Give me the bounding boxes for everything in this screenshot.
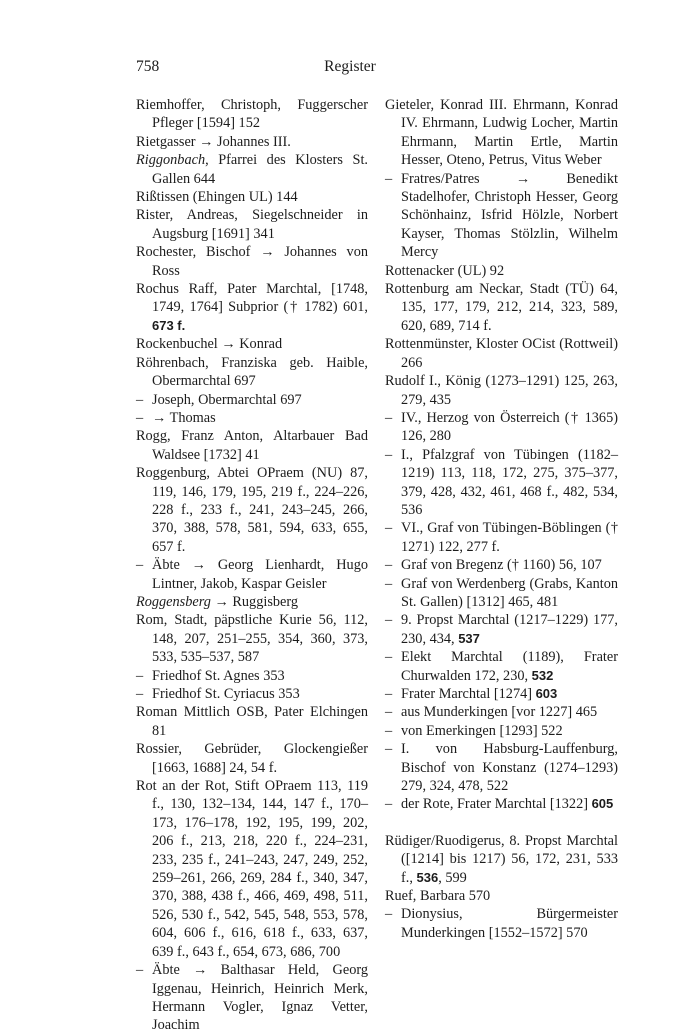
index-subentry: – Fratres/Patres → Benedikt Stadelhofer, Christoph Hesser, Georg Schönhainz, Isfrid Hölzle, Norbert Kayser, Thomas Stölzlin, Wilhelm Mercy [385,170,618,261]
index-subentry: – aus Munderkingen [vor 1227] 465 [385,704,598,721]
index-entry: Rot an der Rot, Stift OPraem 113, 119 f., 130, 132–134, 144, 147 f., 170–173, 176–178, 192, 195, 199, 202, 206 f., 213, 218, 220 f., 224–231, 233, 235 f., 241–243, 247, 249, 252, 259–261, 266, 269, 284 f., 340, 347, 370, 388, 438 f., 466, 469, 498, 511, 526, 530 f., 542, 545, 548, 553, 578, 604, 606 f., 616, 618 f., 633, 637, 639 f., 643 f., 654, 673, 686, 700 [136,778,368,960]
index-subentry: – der Rote, Frater Marchtal [1322] 605 [385,796,614,813]
index-subentry: – VI., Graf von Tübingen-Böblingen († 1271) 122, 277 f. [385,520,618,555]
index-entry: Roman Mittlich OSB, Pater Elchingen 81 [136,704,368,739]
index-entry: Roggensberg → Ruggisberg [136,593,299,610]
index-subentry: – 9. Propst Marchtal (1217–1229) 177, 230, 434, 537 [385,612,618,647]
index-entry: Rossier, Gebrüder, Glockengießer [1663, 1688] 24, 54 f. [136,741,368,776]
index-entry: Röhrenbach, Franziska geb. Haible, Obermarchtal 697 [136,354,368,390]
index-entry: Rogg, Franz Anton, Altarbauer Bad Waldsee [1732] 41 [136,428,368,463]
index-continuation: Gieteler, Konrad III. Ehrmann, Konrad IV. Ehrmann, Ludwig Locher, Martin Ehrmann, Martin Ertle, Martin Hesser, Oteno, Petrus, Vitus Weber [385,97,618,169]
index-subentry: – → Thomas [136,409,216,426]
index-entry: Rietgasser → Johannes III. [136,133,291,150]
index-entry: Rockenbuchel → Konrad [136,336,283,353]
left-column [136,96,368,1035]
index-entry: Riggonbach, Pfarrei des Klosters St. Gallen 644 [136,152,368,187]
page-number: 758 [136,58,160,75]
index-entry: Roggenburg, Abtei OPraem (NU) 87, 119, 146, 179, 195, 219 f., 224–226, 228 f., 233 f., 241, 243–245, 266, 370, 388, 578, 581, 594, 633, 655, 657 f. [136,465,368,555]
index-entry: Rißtissen (Ehingen UL) 144 [136,189,298,206]
index-subentry: – Äbte → Balthasar Held, Georg Iggenau, Heinrich, Heinrich Merk, Hermann Vogler, Ignaz Vetter, Joachim [136,962,368,1034]
index-subentry: – von Emerkingen [1293] 522 [385,722,563,739]
index-entry: Rister, Andreas, Siegelschneider in Augsburg [1691] 341 [136,207,368,242]
index-entry: Rudolf I., König (1273–1291) 125, 263, 279, 435 [385,373,618,408]
index-subentry: – Äbte → Georg Lienhardt, Hugo Lintner, Jakob, Kaspar Geisler [136,557,368,592]
index-entry: Rottenacker (UL) 92 [385,262,505,279]
index-subentry: – I., Pfalzgraf von Tübingen (1182–1219) 113, 118, 172, 275, 375–377, 379, 428, 432, 461, 468 f., 482, 534, 536 [385,446,618,518]
index-entry: Rottenburg am Neckar, Stadt (TÜ) 64, 135, 177, 179, 212, 214, 323, 589, 620, 689, 714 f. [385,281,618,334]
index-subentry: – Elekt Marchtal (1189), Frater Churwalden 172, 230, 532 [385,649,618,684]
index-subentry: – Dionysius, Bürgermeister Munderkingen [1552–1572] 570 [385,906,618,941]
index-subentry: – Frater Marchtal [1274] 603 [385,686,558,702]
index-entry: Rom, Stadt, päpstliche Kurie 56, 112, 148, 207, 251–255, 354, 360, 373, 533, 535–537, 587 [136,612,368,666]
index-subentry: – Graf von Bregenz († 1160) 56, 107 [385,557,602,574]
index-entry: Rochester, Bischof → Johannes von Ross [136,244,368,279]
index-subentry: – Friedhof St. Agnes 353 [136,667,285,684]
index-entry: Rochus Raff, Pater Marchtal, [1748, 1749, 1764] Subprior († 1782) 601, 673 f. [136,281,368,333]
index-subentry: – I. von Habsburg-Lauffenburg, Bischof von Konstanz (1274–1293) 279, 324, 478, 522 [385,741,618,795]
index-entry: Ruef, Barbara 570 [385,888,491,905]
index-subentry: – Friedhof St. Cyriacus 353 [136,686,300,702]
index-entry: Rüdiger/Ruodigerus, 8. Propst Marchtal ([1214] bis 1217) 56, 172, 231, 533 f., 536, 599 [385,832,618,886]
running-title: Register [324,58,376,75]
index-entry: Rottenmünster, Kloster OCist (Rottweil) 266 [385,336,618,371]
index-subentry: – Joseph, Obermarchtal 697 [136,391,302,408]
section-gap [385,814,618,832]
index-subentry: – IV., Herzog von Österreich († 1365) 126, 280 [385,409,618,445]
index-subentry: – Graf von Werdenberg (Grabs, Kanton St. Gallen) [1312] 465, 481 [385,575,618,610]
page-header [0,58,700,84]
right-column [385,96,618,942]
index-entry: Riemhoffer, Christoph, Fuggerscher Pfleger [1594] 152 [136,97,368,132]
